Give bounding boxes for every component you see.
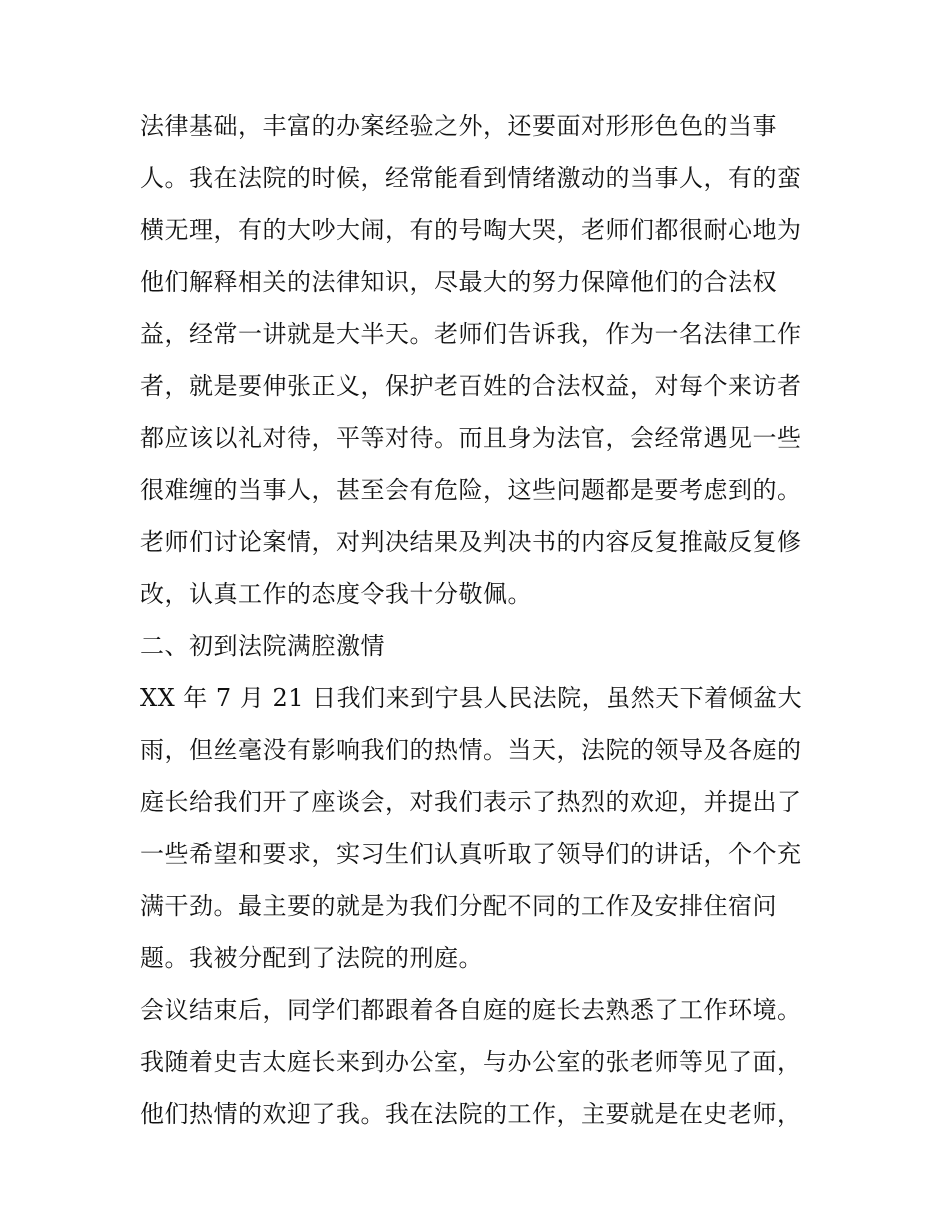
text-line: XX 年 7 月 21 日我们来到宁县人民法院，虽然天下着倾盆大 [140,684,803,712]
text-line: 题。我被分配到了法院的刑庭。 [140,944,483,972]
text-line: 我随着史吉太庭长来到办公室，与办公室的张老师等见了面， [140,1048,802,1076]
text-line: 老师们讨论案情，对判决结果及判决书的内容反复推敲反复修 [140,528,802,556]
text-line: 一些希望和要求，实习生们认真听取了领导们的讲话，个个充 [140,840,802,868]
text-line: 益，经常一讲就是大半天。老师们告诉我，作为一名法律工作 [140,320,802,348]
text-line: 都应该以礼对待，平等对待。而且身为法官，会经常遇见一些 [140,424,802,452]
text-line: 人。我在法院的时候，经常能看到情绪激动的当事人，有的蛮 [140,164,802,192]
text-line: 改，认真工作的态度令我十分敬佩。 [140,580,532,608]
section-heading: 二、初到法院满腔激情 [140,632,385,660]
text-line: 他们解释相关的法律知识，尽最大的努力保障他们的合法权 [140,268,777,296]
text-line: 法律基础，丰富的办案经验之外，还要面对形形色色的当事 [140,112,777,140]
text-line: 庭长给我们开了座谈会，对我们表示了热烈的欢迎，并提出了 [140,788,802,816]
text-line: 很难缠的当事人，甚至会有危险，这些问题都是要考虑到的。 [140,476,802,504]
text-line: 会议结束后，同学们都跟着各自庭的庭长去熟悉了工作环境。 [140,996,802,1024]
text-line: 者，就是要伸张正义，保护老百姓的合法权益，对每个来访者 [140,372,802,400]
text-line: 他们热情的欢迎了我。我在法院的工作，主要就是在史老师， [140,1100,802,1128]
text-line: 满干劲。最主要的就是为我们分配不同的工作及安排住宿问 [140,892,777,920]
text-line: 横无理，有的大吵大闹，有的号啕大哭，老师们都很耐心地为 [140,216,802,244]
text-line: 雨，但丝毫没有影响我们的热情。当天，法院的领导及各庭的 [140,736,802,764]
